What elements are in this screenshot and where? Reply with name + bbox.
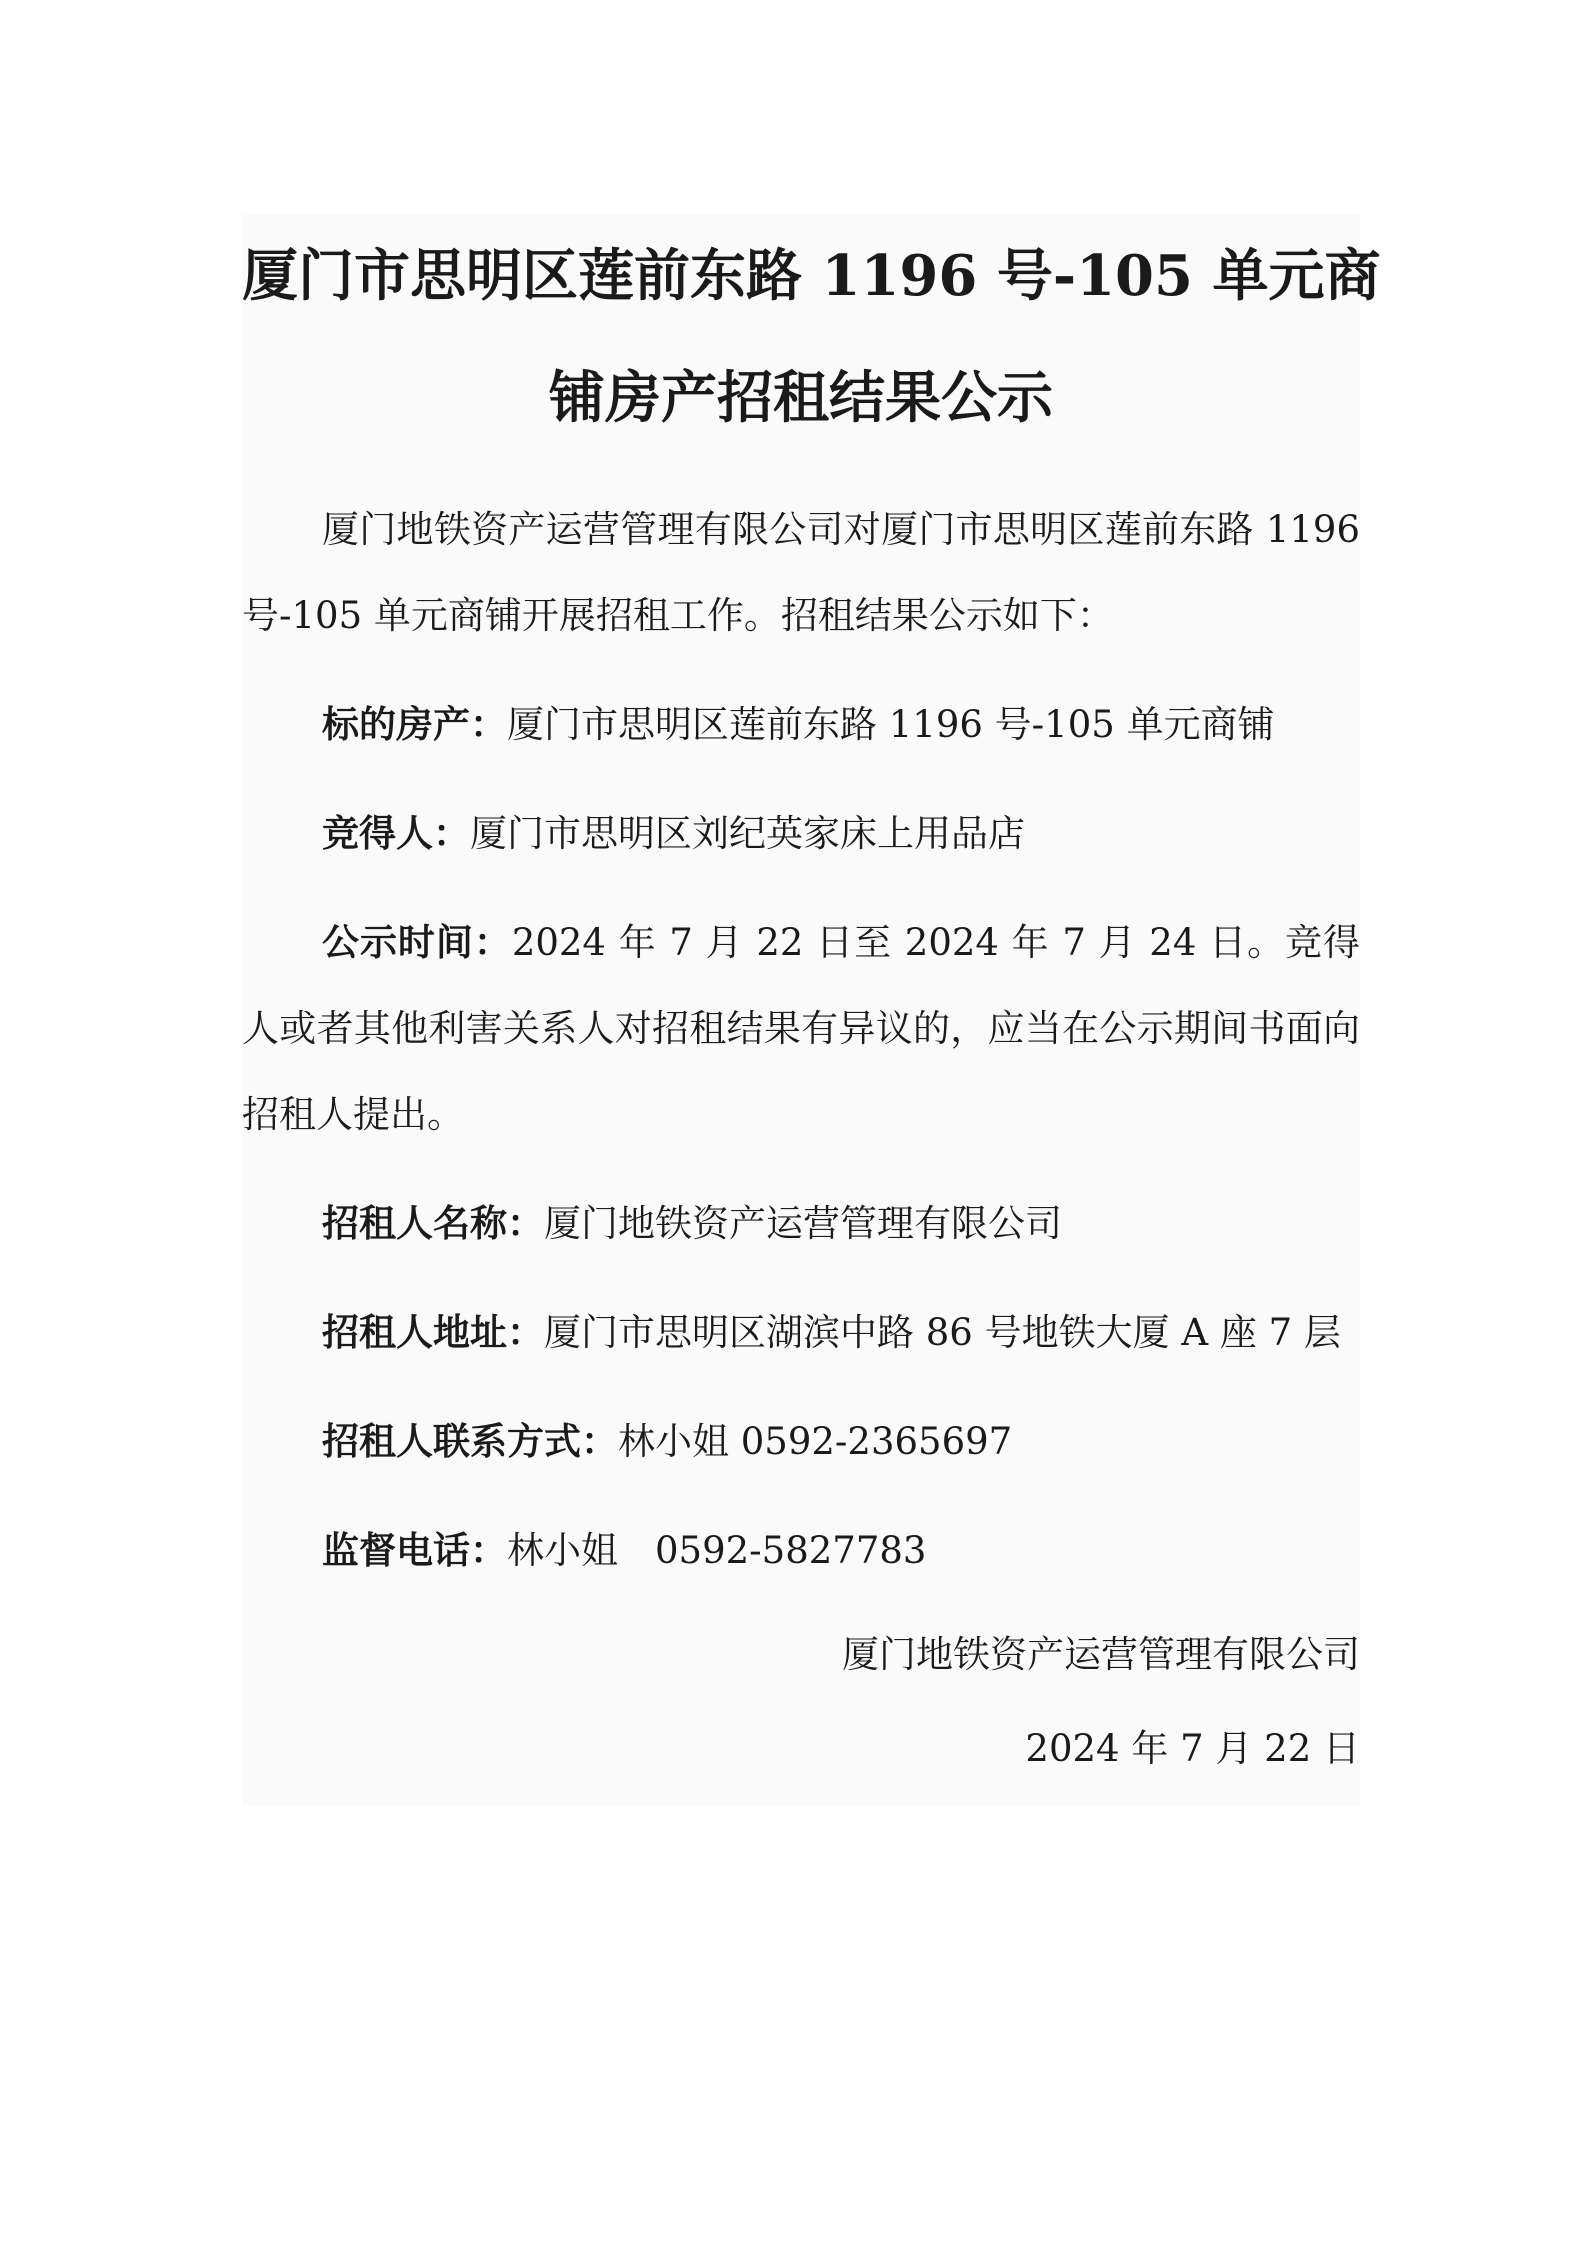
- property-field: [242, 681, 1360, 768]
- lessor-name-value: 厦门地铁资产运营管理有限公司: [544, 1202, 1062, 1245]
- winner-field: [242, 790, 1360, 877]
- property-label: 标的房产：: [322, 702, 507, 746]
- title-line-1: 厦门市思明区莲前东路 1196 号-105 单元商: [242, 243, 1381, 309]
- intro-paragraph: 厦门地铁资产运营管理有限公司对厦门市思明区莲前东路 1196 号-105 单元商铺开展招租工作。招租结果公示如下：: [242, 508, 1360, 637]
- lessor-contact-label: 招租人联系方式：: [322, 1419, 618, 1463]
- winner-label: 竞得人：: [322, 811, 470, 855]
- lessor-contact-field: [242, 1398, 1360, 1485]
- signature-date: 2024 年 7 月 22 日: [1025, 1727, 1360, 1770]
- lessor-name-label: 招租人名称：: [322, 1201, 544, 1245]
- lessor-name-field: [242, 1180, 1360, 1267]
- period-label: 公示时间：: [322, 920, 512, 964]
- lessor-address-field: [242, 1289, 1360, 1376]
- document-title: [242, 215, 1381, 459]
- property-value: 厦门市思明区莲前东路 1196 号-105 单元商铺: [507, 703, 1275, 746]
- period-field: [242, 899, 1360, 1158]
- title-line-2: 铺房产招租结果公示: [549, 365, 1053, 431]
- period-value: 2024 年 7 月 22 日至 2024 年 7 月 24 日。竞得人或者其他利害关系人对招租结果有异议的，应当在公示期间书面向招租人提出。: [242, 921, 1360, 1136]
- lessor-contact-value: 林小姐 0592-2365697: [618, 1420, 1013, 1463]
- signature-organization: 厦门地铁资产运营管理有限公司: [842, 1633, 1360, 1676]
- supervision-phone-field: [242, 1507, 1360, 1594]
- document-page: [242, 215, 1381, 1792]
- winner-value: 厦门市思明区刘纪英家床上用品店: [470, 812, 1025, 855]
- lessor-address-label: 招租人地址：: [322, 1310, 544, 1354]
- lessor-address-value: 厦门市思明区湖滨中路 86 号地铁大厦 A 座 7 层: [544, 1311, 1341, 1354]
- supervision-phone-label: 监督电话：: [322, 1528, 507, 1572]
- supervision-phone-value: 林小姐 0592-5827783: [507, 1529, 927, 1572]
